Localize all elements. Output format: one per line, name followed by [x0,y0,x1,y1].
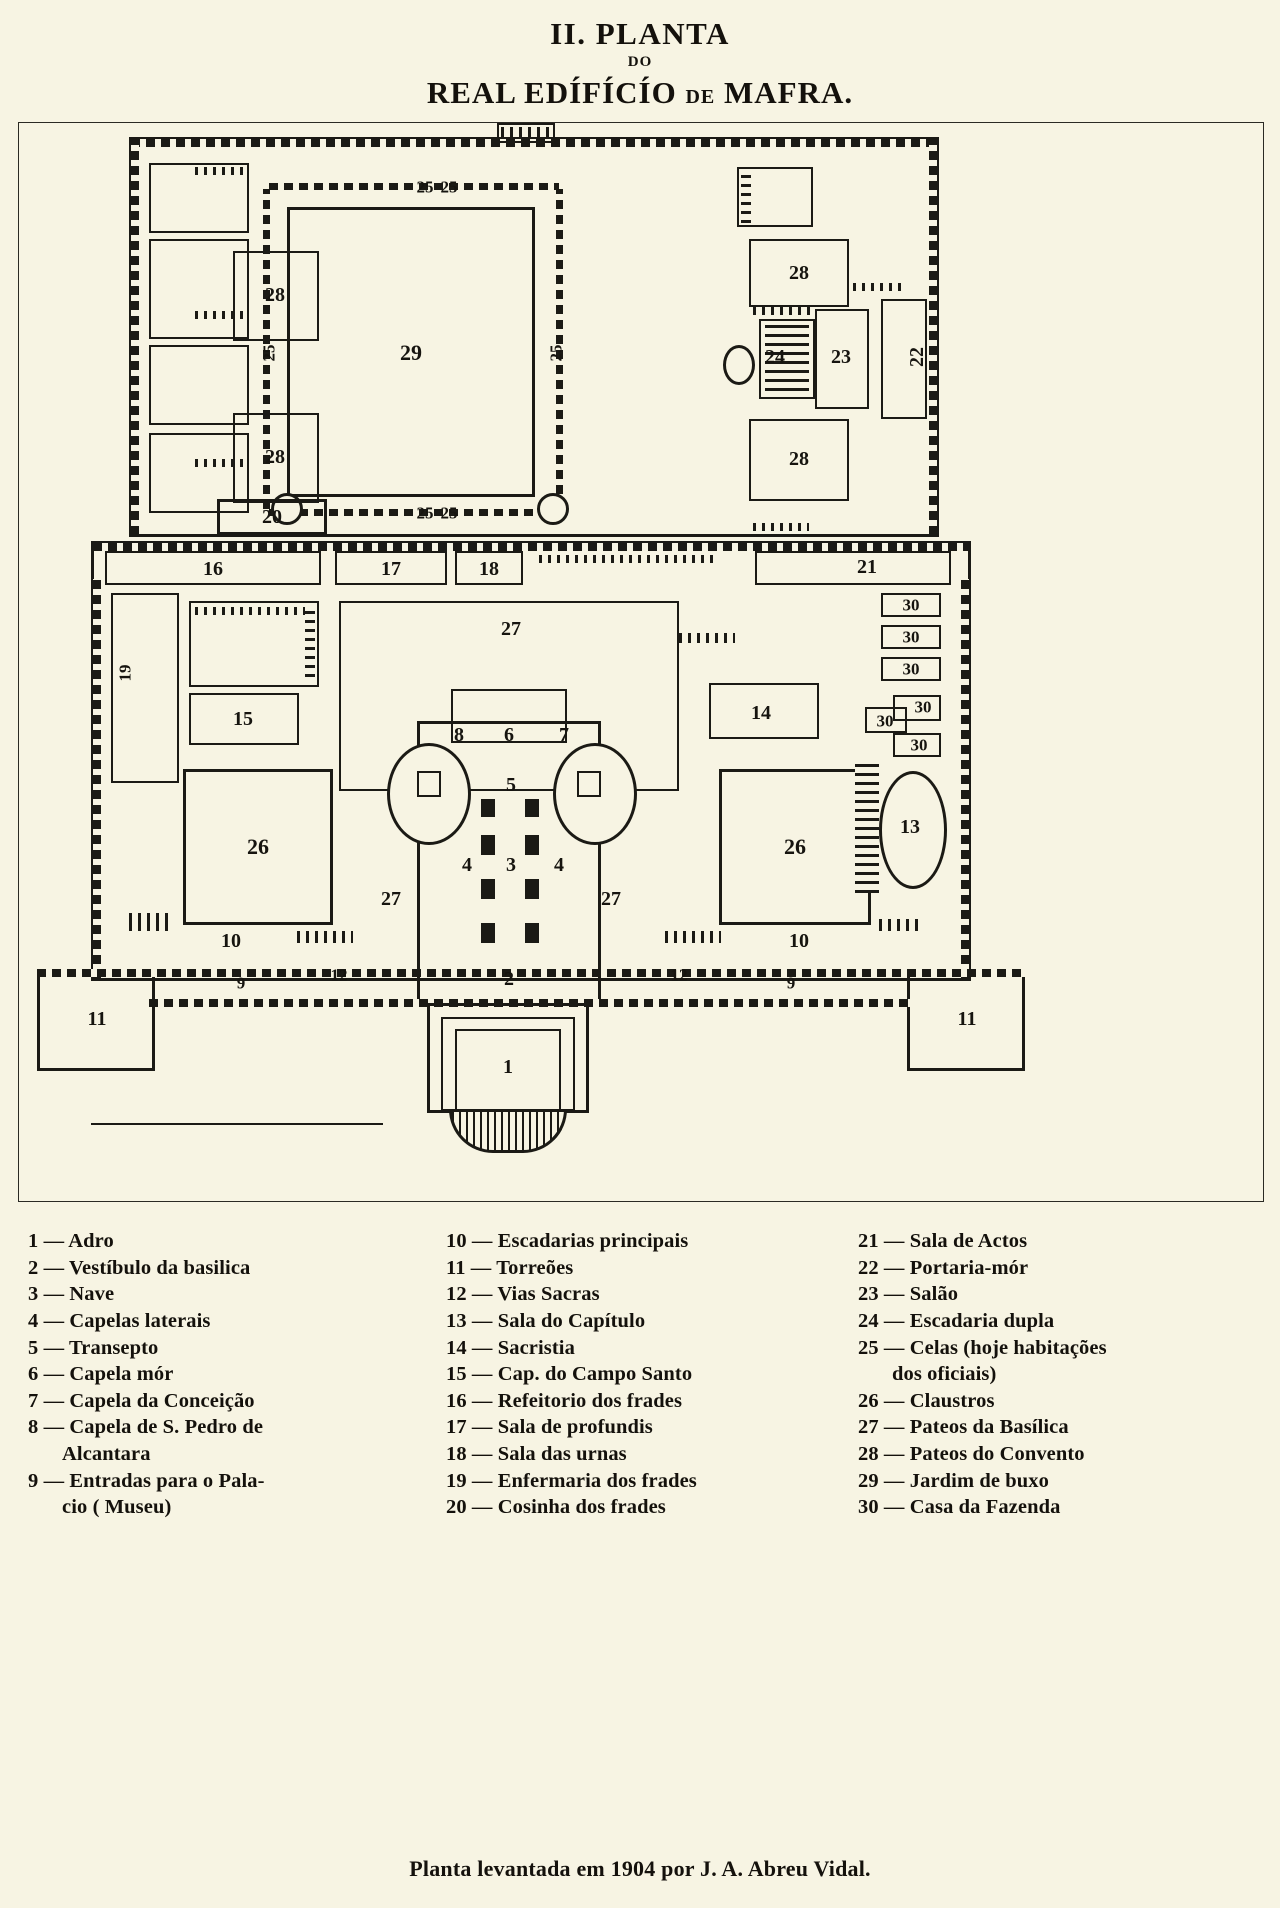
room-number-27-n: 27 [501,618,521,640]
room-number-30-5: 30 [876,711,894,731]
room-number-30-1: 30 [902,595,920,615]
main-east-wall [961,579,969,979]
palace-west-hatch1 [195,607,311,615]
room-number-21: 21 [857,556,877,578]
room-number-23: 23 [831,346,851,368]
legend-item: 25 — Celas (hoje habitações [858,1336,1107,1359]
legend-item: 12 — Vias Sacras [446,1283,600,1306]
transept-east-niche [577,771,601,797]
legend-item: 10 — Escadarias principais [446,1230,689,1252]
room-number-27-e: 27 [601,888,621,910]
legend-item: 9 — Entradas para o Pala- [28,1469,265,1492]
room-number-2: 2 [504,968,514,990]
nave-pier-7 [481,799,495,817]
room-number-22: 22 [906,347,928,367]
room-number-9-w: 9 [236,973,246,993]
legend-item: 1 — Adro [28,1230,114,1252]
room-number-30-3: 30 [902,659,920,679]
room-number-30-6: 30 [910,735,928,755]
palace-west-hatch2 [305,607,315,677]
title-do: DO [627,54,653,70]
room-number-28-b: 28 [265,446,285,468]
east-hatch-4 [753,523,809,531]
legend-item: 11 — Torreões [446,1256,574,1279]
room-number-8: 8 [454,724,464,746]
east-hatch-3 [853,283,903,291]
legend-item: 26 — Claustros [858,1389,995,1412]
title-block [0,16,1280,111]
legend-item: 4 — Capelas laterais [28,1309,211,1332]
legend-item: 18 — Sala das urnas [446,1443,627,1466]
room-number-25-n: 25 [416,177,434,197]
legend-column-2 [446,1228,858,1521]
room-number-10-w: 10 [221,930,241,952]
room-number-28-a: 28 [265,284,285,306]
legend-item: 17 — Sala de profundis [446,1416,653,1439]
room-number-29: 29 [400,340,422,365]
plan-drawing [19,123,1263,1201]
room-number-13: 13 [900,816,920,838]
legend-item: 27 — Pateos da Basílica [858,1416,1069,1439]
room-number-1: 1 [503,1056,513,1078]
nave-pier-2 [525,835,539,855]
nave-pier-4 [525,879,539,899]
nave-pier-6 [525,923,539,943]
room-number-7: 7 [559,724,569,746]
legend-item-continuation: cio ( Museu) [62,1496,172,1519]
room-number-28-d: 28 [789,448,809,470]
east-hatch-1 [741,171,751,223]
sacristy-hatch [679,633,735,643]
footer-caption: Planta levantada em 1904 por J. A. Abreu Vidal. [409,1856,871,1881]
stair-hatch-w2 [129,919,169,931]
north-gate-hatch [501,127,551,137]
room-number-26-w: 26 [247,834,269,859]
convent-west-wall [131,139,139,535]
room-number-25-s2: 25 [440,503,458,523]
room-number-25-n2: 25 [440,177,458,197]
room-number-5: 5 [506,774,516,796]
legend-item: 8 — Capela de S. Pedro de [28,1416,264,1439]
room-number-25-s: 25 [416,503,434,523]
room-number-11-w: 11 [87,1008,107,1030]
room-number-15: 15 [233,708,253,730]
room-number-20: 20 [262,506,282,528]
legend-item: 20 — Cosinha dos frades [446,1496,666,1519]
main-west-wall [93,579,101,979]
floor-plan [18,122,1264,1202]
nave-pier-8 [525,799,539,817]
west-hatch-1 [195,167,245,175]
legend-item: 5 — Transepto [28,1336,159,1359]
chapter-hatch [855,763,879,893]
room-number-19: 19 [115,664,135,682]
room-number-11-e: 11 [957,1008,977,1030]
title-line-2: REAL EDÍFÍCÍO DE MAFRA. [426,75,854,110]
title-line-1: II. PLANTA [550,16,730,51]
legend-item: 29 — Jardim de buxo [858,1469,1049,1492]
palace-west-corridor [111,593,179,783]
legend-item: 23 — Salão [858,1283,959,1306]
nave-pier-3 [481,879,495,899]
convent-east-wall [929,139,937,535]
legend-item: 13 — Sala do Capítulo [446,1309,646,1332]
room-number-28-c: 28 [789,262,809,284]
legend-item: 7 — Capela da Conceição [28,1389,255,1412]
room-number-17: 17 [381,558,401,580]
room-number-24: 24 [765,346,785,368]
room-number-18: 18 [479,558,499,580]
room-number-25-e: 25 [546,344,566,362]
room-number-25-w: 25 [259,344,279,362]
legend-item: 28 — Pateos do Convento [858,1443,1085,1466]
legend [14,1228,1266,1521]
room-number-30-4: 30 [914,697,932,717]
room-number-10-e: 10 [789,930,809,952]
room-number-4-w: 4 [462,854,472,876]
room-number-12-w: 12 [330,965,348,985]
adro-stair-fan [449,1109,567,1153]
legend-item: 14 — Sacristia [446,1336,575,1359]
corner-circle-se [537,493,569,525]
nave-pier-1 [481,835,495,855]
legend-item: 30 — Casa da Fazenda [858,1496,1061,1519]
acts-hall-21 [755,551,951,585]
room-number-26-e: 26 [784,834,806,859]
legend-item: 22 — Portaria-mór [858,1256,1029,1279]
room-number-30-2: 30 [902,627,920,647]
legend-item: 24 — Escadaria dupla [858,1309,1055,1332]
room-number-14: 14 [751,702,771,724]
legend-item: 16 — Refeitorio dos frades [446,1389,683,1412]
transept-west-niche [417,771,441,797]
facade-front-wall [37,969,1025,977]
room-number-6: 6 [504,724,514,746]
east-hatch-2 [753,307,813,315]
legend-item: 15 — Cap. do Campo Santo [446,1363,693,1386]
scale-bar [91,1123,383,1125]
nave-pier-5 [481,923,495,943]
legend-item: 6 — Capela mór [28,1363,174,1386]
legend-item-continuation: dos oficiais) [892,1363,997,1386]
room-number-4-e: 4 [554,854,564,876]
room-number-9-e: 9 [786,973,796,993]
oval-vestibule [723,345,755,385]
stair-hatch-e [665,931,721,943]
north-corridor-hatch [539,555,719,563]
room-number-12-e: 12 [670,965,688,985]
room-number-16: 16 [203,558,223,580]
stair-hatch-w [297,931,353,943]
legend-item: 3 — Nave [28,1283,115,1306]
legend-item: 19 — Enfermaria dos frades [446,1469,697,1492]
legend-item-continuation: Alcantara [62,1443,151,1466]
legend-item: 2 — Vestíbulo da basilica [28,1256,251,1279]
legend-column-3 [858,1228,1258,1521]
room-number-27-w: 27 [381,888,401,910]
cell-corridor-north [269,183,559,190]
stair-hatch-e2 [879,919,919,931]
room-number-3: 3 [506,854,516,876]
legend-column-1 [14,1228,446,1521]
legend-item: 21 — Sala de Actos [858,1230,1028,1252]
main-north-wall [93,543,969,551]
